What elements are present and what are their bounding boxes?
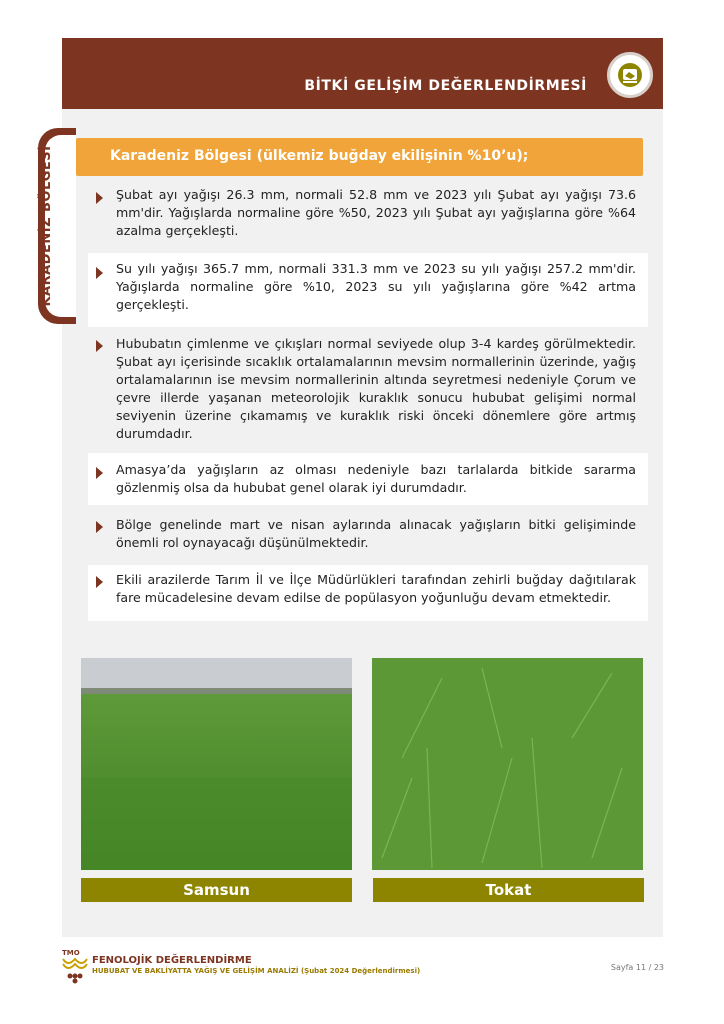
section-title: Karadeniz Bölgesi (ülkemiz buğday ekilişinin %10’u);: [110, 148, 529, 164]
side-tab-label: KARADENİZ BÖLGESİ: [39, 145, 54, 307]
page-number: Sayfa 11 / 23: [610, 963, 664, 972]
bullet-text: Ekili arazilerde Tarım İl ve İlçe Müdürlükleri tarafından zehirli buğday dağıtılarak fare mücadelesine devam edilse de popülasyon yoğunluğu devam etmektedir.: [116, 572, 636, 605]
list-item: [88, 565, 648, 621]
page-header: [62, 38, 663, 109]
handshake-wheat-icon: [607, 52, 653, 98]
list-item: [88, 253, 648, 327]
photo-caption-samsun: Samsun: [81, 878, 352, 902]
bullet-arrow-icon: [96, 192, 103, 204]
section-header: [76, 138, 643, 176]
tmo-logo: [60, 947, 90, 989]
list-item: [88, 186, 648, 240]
bullet-arrow-icon: [96, 467, 103, 479]
bullet-text: Su yılı yağışı 365.7 mm, normali 331.3 mm ve 2023 su yılı yağışı 257.2 mm'dir. Yağışlarda normaline göre %10, 2023 su yılı yağışlarına göre %42 artma gerçekleşti.: [116, 261, 636, 312]
bullet-arrow-icon: [96, 267, 103, 279]
page-title: BİTKİ GELİŞİM DEĞERLENDİRMESİ: [304, 78, 587, 94]
footer-title: FENOLOJİK DEĞERLENDİRME: [92, 955, 252, 966]
logo-text: TMO: [62, 949, 80, 957]
list-item: [88, 453, 648, 505]
bullet-arrow-icon: [96, 340, 103, 352]
list-item: [88, 516, 648, 552]
bullet-arrow-icon: [96, 576, 103, 588]
field-photo-samsun: [81, 658, 352, 870]
bullet-text: Amasya’da yağışların az olması nedeniyle bazı tarlalarda bitkide sararma gözlenmiş olsa da hububat genel olarak iyi durumdadır.: [116, 462, 636, 495]
list-item: [88, 335, 648, 443]
bullet-arrow-icon: [96, 521, 103, 533]
field-photo-tokat: [372, 658, 643, 870]
bullet-text: Hububatın çimlenme ve çıkışları normal seviyede olup 3-4 kardeş görülmektedir. Şubat ayı içerisinde sıcaklık ortalamalarının mevsim normallerinin üzerinde, yağış ortalamalarının ise mevsim normallerinin altında seyretmesi nedeniyle Çorum ve çevre illerde yaşanan meteorolojik kuraklık sonucu hububat gelişimi normal seviyenin üzerine çıkamamış ve kuraklık riski önceki dönemlere göre artmış durumdadır.: [116, 336, 636, 441]
bullet-text: Bölge genelinde mart ve nisan aylarında alınacak yağışların bitki gelişiminde önemli rol oynayacağı düşünülmektedir.: [116, 517, 636, 550]
footer-subtitle: HUBUBAT VE BAKLİYATTA YAĞIŞ VE GELİŞİM ANALİZİ (Şubat 2024 Değerlendirmesi): [92, 967, 421, 975]
photo-caption-tokat: Tokat: [373, 878, 644, 902]
bullet-text: Şubat ayı yağışı 26.3 mm, normali 52.8 mm ve 2023 yılı Şubat ayı yağışı 73.6 mm'dir. Yağışlarda normaline göre %50, 2023 yılı Şubat ayı yağışlarına göre %64 azalma gerçekleşti.: [116, 187, 636, 238]
